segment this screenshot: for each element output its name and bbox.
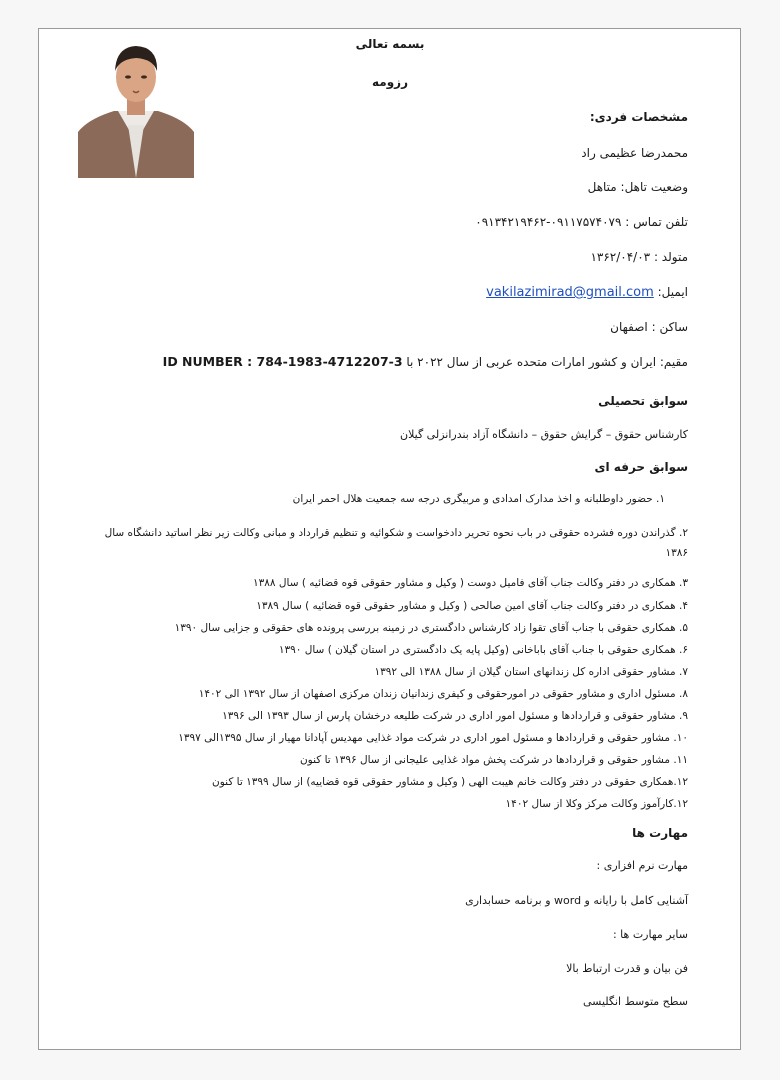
career-item: ۵. همکاری حقوقی با جناب آقای تقوا زاد کارشناس دادگستری در زمینه بررسی پرونده های حقوقی و جزایی سال ۱۳۹۰ [174, 622, 688, 634]
career-item: ۱۰. مشاور حقوقی و قراردادها و مسئول امور اداری در شرکت مواد غذایی مهدیس آپادانا مهیار از سال ۱۳۹۵الی ۱۳۹۷ [178, 732, 688, 744]
resume-title: رزومه [372, 75, 408, 89]
career-item: ۹. مشاور حقوقی و قراردادها و مسئول امور اداری در شرکت طلیعه درخشان پارس از سال ۱۳۹۳ الی ۱۳۹۶ [222, 710, 688, 722]
career-heading: سوابق حرفه ای [594, 460, 688, 474]
career-item: ۱۲.کارآموز وکالت مرکز وکلا از سال ۱۴۰۲ [505, 798, 688, 810]
education-heading: سوابق تحصیلی [598, 394, 688, 408]
other-skills-line: فن بیان و قدرت ارتباط بالا [566, 962, 688, 975]
city: ساکن : اصفهان [610, 320, 688, 334]
language-skill-line: سطح متوسط انگلیسی [582, 995, 688, 1008]
id-number: ID NUMBER : 784-1983-4712207-3 [162, 354, 403, 369]
career-item: ۳. همکاری در دفتر وکالت جناب آقای فامیل دوست ( وکیل و مشاور حقوقی قوه قضائیه ) سال ۱۳۸۸ [252, 577, 688, 589]
residence-text: مقیم: ایران و کشور امارات متحده عربی از سال ۲۰۲۲ با [406, 355, 688, 369]
career-item: ۷. مشاور حقوقی اداره کل زندانهای استان گیلان از سال ۱۳۸۸ الی ۱۳۹۲ [374, 666, 688, 678]
other-skills-label: سایر مهارت ها : [612, 928, 688, 941]
education-line: کارشناس حقوق – گرایش حقوق – دانشگاه آزاد بندرانزلی گیلان [399, 428, 688, 441]
full-name: محمدرضا عظیمی راد [581, 146, 688, 160]
career-item: ۴. همکاری در دفتر وکالت جناب آقای امین صالحی ( وکیل و مشاور حقوقی قوه قضائیه ) سال ۱۳۸۹ [256, 600, 688, 612]
birth-date: متولد : ۱۳۶۲/۰۴/۰۳ [590, 250, 688, 264]
email-link[interactable]: vakilazimirad@gmail.com [486, 285, 654, 300]
skills-heading: مهارت ها [632, 826, 688, 840]
personal-heading: مشخصات فردی: [589, 110, 688, 124]
career-item: ۸. مسئول اداری و مشاور حقوقی در امورحقوقی و کیفری زندانیان زندان مرکزی اصفهان از سال ۱۳۹۲ الی ۱۴۰۲ [198, 688, 688, 700]
bismillah-heading: بسمه تعالی [355, 37, 425, 51]
email-row [486, 285, 688, 300]
career-item: ۱۲.همکاری حقوقی در دفتر وکالت خانم هیبت الهی ( وکیل و مشاور حقوقی قوه قضاییه) از سال ۱۳۹۹ تا کنون [212, 776, 688, 788]
career-item: ۶. همکاری حقوقی با جناب آقای باباخانی (وکیل پایه یک دادگستری در استان گیلان ) سال ۱۳۹۰ [278, 644, 688, 656]
career-item: ۱۳۸۶ [665, 547, 688, 559]
profile-photo [78, 37, 194, 178]
email-label: ایمیل: [657, 285, 688, 299]
marital-status: وضعیت تاهل: متاهل [587, 180, 688, 194]
phone-numbers: تلفن تماس : ۰۹۱۱۷۵۷۴۰۷۹-۰۹۱۳۴۲۱۹۴۶۲ [475, 215, 688, 229]
residence-row [163, 354, 688, 369]
software-skills-label: مهارت نرم افزاری : [596, 859, 688, 872]
software-skills-line: آشنایی کامل با رایانه و word و برنامه حسابداری [465, 894, 688, 907]
career-item: ۱. حضور داوطلبانه و اخذ مدارک امدادی و مربیگری درجه سه جمعیت هلال احمر ایران [292, 493, 665, 505]
career-item: ۱۱. مشاور حقوقی و قراردادها در شرکت پخش مواد غذایی علیجانی از سال ۱۳۹۶ تا کنون [299, 754, 688, 766]
career-item: ۲. گذراندن دوره فشرده حقوقی در باب نحوه تحریر دادخواست و شکوائیه و تنظیم قرارداد و مبانی وکالت زیر نظر اساتید دانشگاه سال [104, 527, 688, 539]
